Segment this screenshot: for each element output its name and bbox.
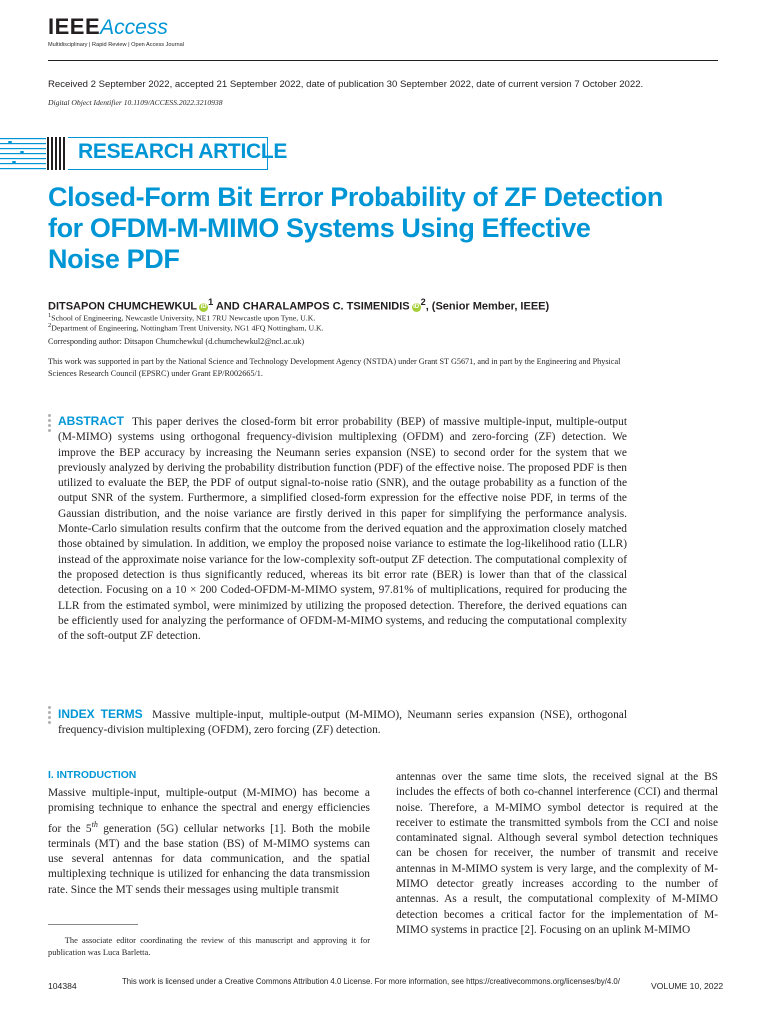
- index-terms-dots-icon: [48, 706, 52, 726]
- author-conjunction: AND: [213, 300, 243, 313]
- index-terms-text: Massive multiple-input, multiple-output (M-MIMO), Neumann series expansion (NSE), orthogonal frequency-division multiplexing (OFDM), zero forcing (ZF) detection.: [58, 709, 627, 737]
- orcid-icon[interactable]: iD: [200, 303, 207, 310]
- paper-title: [48, 182, 688, 275]
- affiliation-1: [48, 312, 315, 323]
- author-membership: , (Senior Member, IEEE): [425, 300, 550, 313]
- title-line: for OFDM-M-MIMO Systems Using Effective: [48, 213, 591, 243]
- logo-tagline: Multidisciplinary | Rapid Review | Open Access Journal: [48, 42, 184, 48]
- body-column-right: antennas over the same time slots, the received signal at the BS includes the effects of both co-channel interference (CCI) and thermal noise. Therefore, a M-MIMO symbol detector is required at the receiver to estimate the transmitted symbols from the CCI and noise contaminated signal. Although several symbol detection techniques can be chosen for receiver, the number of transmit and receive antennas in M-MIMO system is very large, and the complexity of M-MIMO detector greatly increases according to the number of antennas. As a result, the computational complexity of M-MIMO detection becomes a critical factor for the implementation of M-MIMO systems in practice [2]. Focusing on an uplink M-MIMO: [396, 771, 718, 936]
- affiliation-sup: 2: [48, 322, 52, 329]
- title-line: Closed-Form Bit Error Probability of ZF Detection: [48, 182, 663, 212]
- funding-statement: This work was supported in part by the National Science and Technology Development Agency (NSTDA) under Grant ST G5671, and in part by the Engineering and Physical Sciences Research Council (EPSRC) under Grant EP/R002665/1.: [48, 357, 621, 378]
- volume-label: VOLUME 10, 2022: [651, 981, 724, 991]
- index-terms: [58, 707, 627, 739]
- received-dates: Received 2 September 2022, accepted 21 September 2022, date of publication 30 September 2022, date of current version 7 October 2022.: [48, 79, 644, 90]
- author-list: [48, 297, 549, 313]
- footnote-divider: [48, 924, 138, 925]
- license-notice: This work is licensed under a Creative Commons Attribution 4.0 License. For more information, see https://creativecommons.org/licenses/by/4.0/: [122, 977, 620, 986]
- abstract-dots-icon: [48, 414, 52, 434]
- body-column-left: [48, 786, 370, 898]
- corresponding-author: Corresponding author: Ditsapon Chumchewkul (d.chumchewkul2@ncl.ac.uk): [48, 337, 305, 346]
- page-number: 104384: [48, 981, 77, 991]
- ieee-access-logo: [48, 14, 208, 54]
- orcid-icon[interactable]: iD: [413, 303, 420, 310]
- author-affil-sup: 2: [420, 297, 426, 307]
- index-terms-heading: INDEX TERMS: [58, 707, 143, 721]
- affiliation-sup: 1: [48, 312, 52, 319]
- author-name: CHARALAMPOS C. TSIMENIDIS: [242, 300, 410, 313]
- affiliation-2: [48, 322, 324, 333]
- affiliation-text: Department of Engineering, Nottingham Trent University, NG1 4FQ Nottingham, U.K.: [51, 323, 324, 333]
- body-text: Massive multiple-input, multiple-output (M-MIMO) has become a promising technique to enhance the spectral and energy efficiencies for the 5: [48, 787, 370, 835]
- banner-stripes-icon: [0, 134, 46, 174]
- header-divider: [48, 60, 718, 61]
- section-heading: I. INTRODUCTION: [48, 770, 137, 781]
- editor-footnote: [48, 935, 370, 958]
- abstract-text: This paper derives the closed-form bit error probability (BEP) of massive multiple-input, multiple-output (M-MIMO) systems using orthogonal frequency-division multiplexing (OFDM) and zero-forcing (ZF) detection. We improve the BEP accuracy by increasing the Neumann series expansion (NSE) to second order for the system that we previously analyzed by deriving the probability distribution function (PDF) of the effective noise. The proposed PDF is then utilized to evaluate the BEP, the PDF of output signal-to-noise ratio (SNR), and the outage probability as a function of the output SNR of the system. Furthermore, a simplified closed-form expression for the effective noise PDF, in terms of the Gaussian distribution, and the noise variance are firstly derived in this paper for simplifying the performance analysis. Monte-Carlo simulation results confirm that the outcome from the derived equation and the approximation closely matched those obtained by simulation. In addition, we employ the proposed noise variance to estimate the log-likelihood ratio (LLR) instead of the approximate noise variance for the low-complexity soft-output ZF detection. The computational complexity of the proposed detection is thus significantly reduced, whereas its bit error rate (BER) is lower than that of the classical detection. Focusing on a 10 × 200 Coded-OFDM-M-MIMO system, 97.81% of multiplications, required for producing the LLR from the estimated symbol, were minimized by utilizing the proposed detection. Therefore, the derived equations can be efficiently used for analyzing the performance of OFDM-M-MIMO systems, and reducing the computational complexity of the soft-output ZF detection.: [58, 416, 627, 643]
- body-sup: th: [91, 819, 98, 829]
- doi-line: Digital Object Identifier 10.1109/ACCESS.2022.3210938: [48, 98, 223, 107]
- abstract: [58, 414, 627, 644]
- footnote-text: The associate editor coordinating the review of this manuscript and approving it for publication was Luca Barletta.: [48, 936, 371, 957]
- banner-bars-icon: [47, 137, 67, 170]
- author-name: DITSAPON CHUMCHEWKUL: [48, 300, 198, 313]
- author-affil-sup: 1: [208, 297, 214, 307]
- abstract-heading: ABSTRACT: [58, 414, 124, 428]
- logo-ieee-text: IEEE: [48, 14, 101, 39]
- body-text: generation (5G) cellular networks [1]. Both the mobile terminals (MT) and the base station (BS) of M-MIMO systems can use several antennas for data communication, and the spatial multiplexing technique is utilized for enhancing the data transmission rate. Since the MT sends their messages using multiple transmit: [48, 822, 370, 896]
- logo-access-text: Access: [100, 16, 168, 39]
- research-article-label: RESEARCH ARTICLE: [78, 140, 288, 163]
- title-line: Noise PDF: [48, 244, 180, 274]
- affiliation-text: School of Engineering, Newcastle University, NE1 7RU Newcastle upon Tyne, U.K.: [51, 313, 316, 323]
